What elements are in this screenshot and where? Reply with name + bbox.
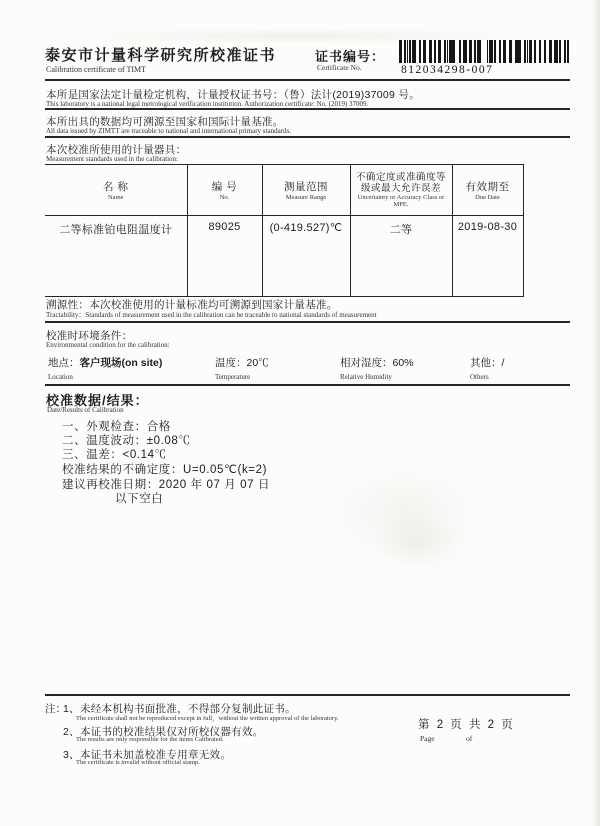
note-3-en: The certificate is invalid without official stamp.: [76, 759, 200, 766]
col-uncertainty-en: Uncertainty or Accuracy Class or MPE.: [357, 193, 445, 208]
env-location: 地点：客户现场(on site): [48, 357, 163, 369]
traceability-statement: 溯源性：本次校准使用的计量标准均可溯源到国家计量基准。: [46, 299, 338, 311]
cell-no: 89025: [187, 216, 262, 297]
notes-label: 注：: [45, 703, 66, 715]
certificate-no-label-en: Certificate No.: [317, 63, 362, 72]
result-recalibration-date: 建议再校准日期：2020 年 07 月 07 日: [62, 479, 271, 491]
col-no-cn: 编 号: [211, 180, 238, 193]
env-others-label-en: Others: [470, 373, 489, 381]
section-divider: [45, 321, 570, 323]
results-heading-en: Date/Results of Calibration: [47, 406, 124, 414]
environment-heading: 校准时环境条件：: [46, 330, 133, 342]
authorization-statement-en: This laboratory is a national legal metrological verification institution. Authorization certificate: No. (2019) 37009.: [46, 100, 369, 108]
result-fluctuation: 二、温度波动：±0.08℃: [62, 435, 191, 447]
env-temperature-label-en: Temperature: [215, 373, 251, 381]
certificate-title: 泰安市计量科学研究所校准证书: [45, 47, 277, 64]
section-divider: [45, 384, 570, 386]
standards-heading-en: Measurement standards used in the calibration:: [46, 155, 178, 163]
note-2-en: The results are only responsible for the items Calibrated.: [76, 736, 224, 743]
cell-duedate: 2019-08-30: [452, 216, 523, 297]
col-duedate: [452, 165, 523, 216]
page-label-en: Page: [420, 734, 435, 743]
cell-uncertainty: 二等: [350, 216, 452, 297]
note-2: 2、本证书的校准结果仅对所校仪器有效。: [63, 726, 264, 738]
result-appearance: 一、外观检查：合格: [62, 421, 171, 433]
certificate-title-en: Calibration certificate of TIMT: [46, 65, 147, 74]
scan-smudge: [368, 512, 468, 572]
col-name-cn: 名 称: [103, 180, 129, 193]
col-name: [45, 165, 187, 216]
results-heading: 校准数据/结果：: [46, 393, 149, 408]
col-no: [187, 165, 262, 216]
page-of-label-en: of: [466, 734, 473, 743]
traceable-statement: 本所出具的数据均可溯源至国家和国际计量基准。: [46, 116, 284, 128]
result-difference: 三、温差：<0.14℃: [62, 449, 167, 461]
barcode-icon: [399, 40, 569, 63]
authorization-statement: 本所是国家法定计量检定机构，计量授权证书号：（鲁）法计(2019)37009 号。: [46, 89, 421, 101]
env-others: 其他：/: [470, 357, 505, 369]
col-duedate-en: Due Date: [475, 193, 500, 201]
note-1-en: The certificate shall not be reproduced except in full，without the written approval of the laboratory.: [76, 715, 339, 722]
cell-range: (0-419.527)℃: [262, 216, 350, 297]
col-no-en: No.: [219, 193, 230, 201]
cell-name: 二等标准铂电阻温度计: [45, 216, 187, 297]
header-divider: [45, 79, 570, 81]
col-uncertainty-cn: 不确定度或准确度等级或最大允许误差: [355, 171, 446, 194]
scan-smudge: [330, 465, 480, 560]
col-range: [262, 165, 350, 216]
col-duedate-cn: 有效期至: [465, 180, 510, 193]
certificate-number: 812034298-007: [401, 64, 494, 76]
note-1: 1、未经本机构书面批准，不得部分复制此证书。: [63, 703, 296, 715]
standards-table: [45, 164, 524, 297]
col-name-en: Name: [107, 193, 124, 201]
traceability-statement-en: Tractability：Standards of measurement used in the calibration can be traceable to national standards of measurement: [46, 311, 377, 319]
page-number: 第 2 页 共 2 页: [418, 719, 515, 731]
note-3: 3、本证书未加盖校准专用章无效。: [63, 749, 232, 761]
env-humidity: 相对湿度：60%: [340, 357, 414, 369]
section-divider: [45, 136, 570, 138]
env-humidity-label-en: Relative Humidity: [340, 373, 392, 381]
footer-divider: [45, 694, 570, 696]
table-header-row: [45, 165, 523, 216]
certificate-no-label: 证书编号：: [315, 49, 386, 64]
env-location-label-en: Location: [48, 373, 73, 381]
section-divider: [45, 108, 570, 110]
scan-edge-shadow: [592, 0, 600, 826]
col-range-cn: 测量范围: [284, 180, 328, 193]
traceable-statement-en: All data issued by ZIMTT are traceable to national and international primary standards.: [46, 127, 291, 135]
col-range-en: Measure Range: [285, 193, 327, 201]
environment-heading-en: Environmental condition for the calibration:: [46, 341, 170, 349]
blank-below-note: 以下空白: [115, 493, 164, 505]
col-uncertainty: [350, 165, 452, 216]
table-row: [45, 216, 523, 297]
result-uncertainty: 校准结果的不确定度：U=0.05℃(k=2): [62, 464, 268, 476]
standards-heading: 本次校准所使用的计量器具：: [46, 144, 187, 156]
env-temperature: 温度：20℃: [215, 357, 269, 369]
